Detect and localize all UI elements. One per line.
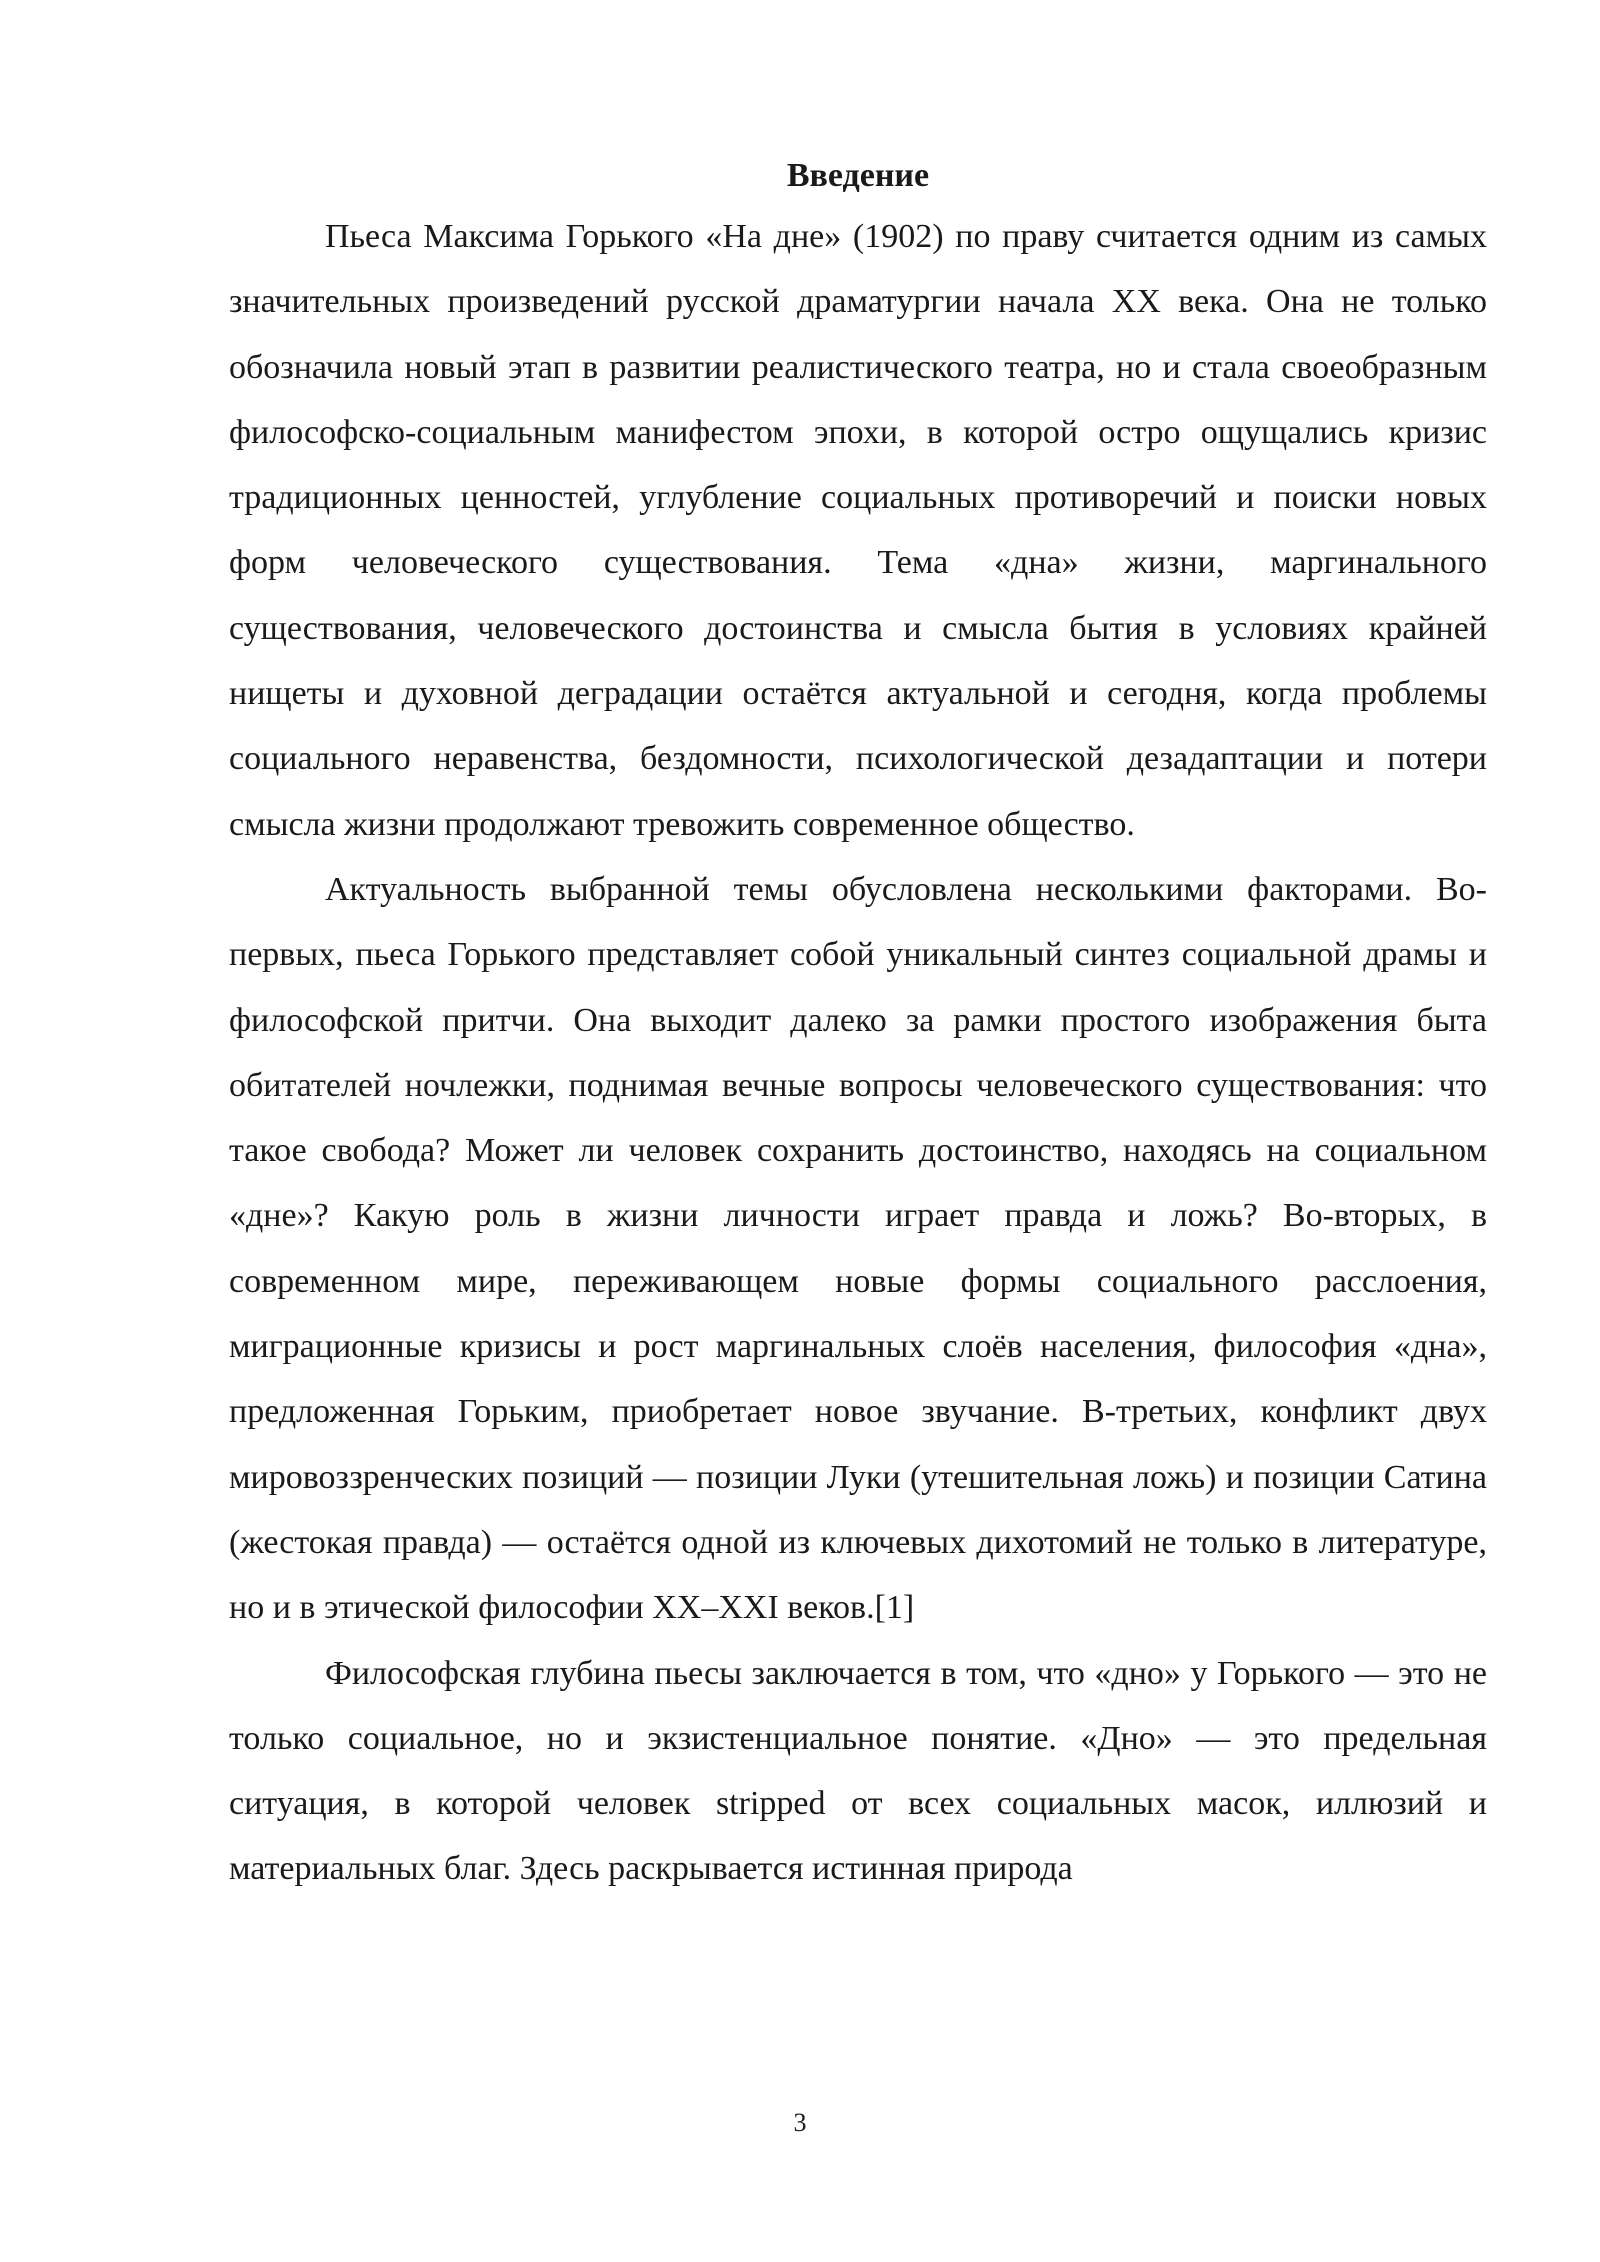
page-number: 3 (793, 2108, 807, 2137)
page-content (229, 148, 1487, 1902)
paragraph-philosophy: Философская глубина пьесы заключается в том, что «дно» у Горького — это не только социальное, но и экзистенциальное понятие. «Дно» — это предельная ситуация, в которой человек stripped от всех социальных масок, иллюзий и материальных благ. Здесь раскрывается истинная природа (229, 1654, 1487, 1888)
paragraph-intro: Пьеса Максима Горького «На дне» (1902) по праву считается одним из самых значительных произведений русской драматургии начала XX века. Она не только обозначила новый этап в развитии реалистического театра, но и стала своеобразным философско-социальным манифестом эпохи, в которой остро ощущались кризис традиционных ценностей, углубление социальных противоречий и поиски новых форм человеческого существования. Тема «дна» жизни, маргинального существования, человеческого достоинства и смысла бытия в условиях крайней нищеты и духовной деградации остаётся актуальной и сегодня, когда проблемы социального неравенства, бездомности, психологической дезадаптации и потери смысла жизни продолжают тревожить современное общество. (229, 218, 1487, 843)
paragraph-relevance: Актуальность выбранной темы обусловлена несколькими факторами. Во-первых, пьеса Горького представляет собой уникальный синтез социальной драмы и философской притчи. Она выходит далеко за рамки простого изображения быта обитателей ночлежки, поднимая вечные вопросы человеческого существования: что такое свобода? Может ли человек сохранить достоинство, находясь на социальном «дне»? Какую роль в жизни личности играет правда и ложь? Во-вторых, в современном мире, переживающем новые формы социального расслоения, миграционные кризисы и рост маргинальных слоёв населения, философия «дна», предложенная Горьким, приобретает новое звучание. В-третьих, конфликт двух мировоззренческих позиций — позиции Луки (утешительная ложь) и позиции Сатина (жестокая правда) — остаётся одной из ключевых дихотомий не только в литературе, но и в этической философии XX–XXI веков.[1] (229, 870, 1487, 1627)
section-title: Введение (786, 157, 930, 194)
